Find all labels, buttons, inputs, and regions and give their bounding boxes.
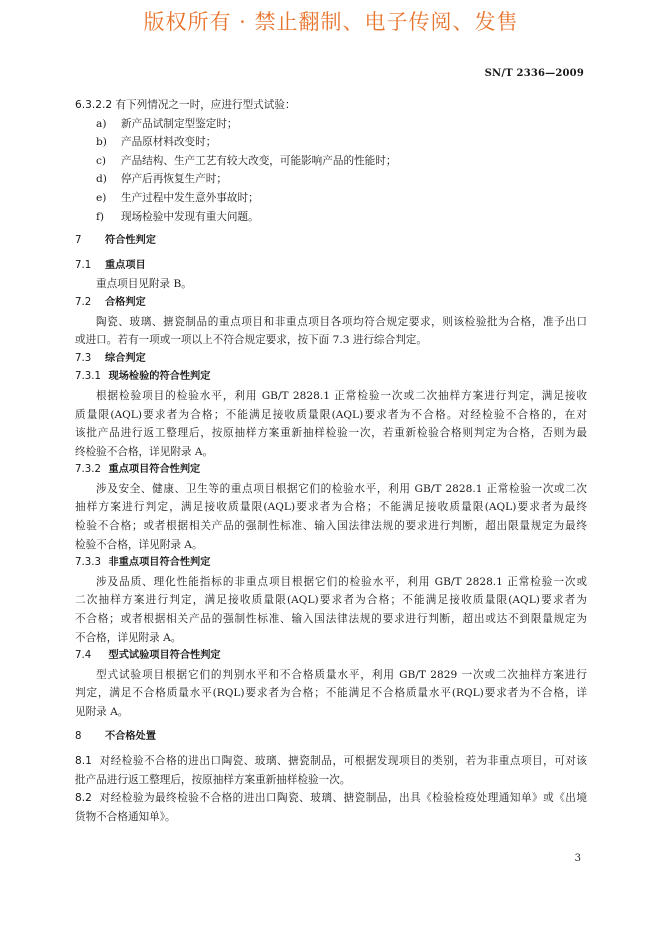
- list-item-text: 停产后再恢复生产时；: [121, 173, 227, 186]
- heading-title: 型式试验项目符合性判定: [108, 650, 221, 662]
- paragraph-line: 质量限(AQL)要求者为合格；不能满足接收质量限(AQL)要求者为不合格。对经检验不合格的，在对: [75, 408, 587, 421]
- heading-7-3-2: [75, 461, 587, 480]
- list-item: [75, 170, 587, 189]
- paragraph-line: 抽样方案进行判定，满足接收质量限(AQL)要求者为合格；不能满足接收质量限(AQL)要求者为最终: [75, 501, 587, 514]
- paragraph-line: 重点项目见附录 B。: [96, 278, 192, 291]
- paragraph-line: 检验不合格，详见附录 A。: [75, 538, 203, 551]
- heading-number: 7.2: [75, 296, 92, 308]
- paragraph-line: 批产品进行返工整理后，按原抽样方案重新抽样检验一次。: [75, 773, 351, 786]
- section-title: 符合性判定: [105, 235, 156, 247]
- heading-number: 7.3.3: [75, 557, 101, 569]
- standard-number: SN/T 2336—2009: [484, 68, 584, 79]
- list-item-label: e): [96, 191, 107, 204]
- list-item-text: 新产品试制定型鉴定时；: [121, 117, 238, 130]
- clause-text: 对经检验不合格的进出口陶瓷、玻璃、搪瓷制品，可根据发现项目的类别，若为非重点项目，可对该: [99, 755, 587, 768]
- paragraph-line: 货物不合格通知单》。: [75, 810, 176, 823]
- paragraph-line: 终检验不合格，详见附录 A。: [75, 445, 214, 458]
- list-item-text: 现场检验中发现有重大问题。: [121, 210, 259, 223]
- section-8-heading: [75, 728, 587, 747]
- clause-8-1-line: [75, 752, 587, 771]
- heading-7-4: [75, 647, 587, 666]
- clause-number: 8.1: [75, 755, 92, 768]
- list-item-label: f): [96, 210, 105, 223]
- paragraph-line: 型式试验项目根据它们的判别水平和不合格质量水平，利用 GB/T 2829 一次或二次抽样方案进行: [96, 668, 587, 681]
- paragraph-line: 涉及安全、健康、卫生等的重点项目根据它们的检验水平，利用 GB/T 2828.1 正常检验一次或二次: [96, 482, 587, 495]
- list-item-text: 产品结构、生产工艺有较大改变，可能影响产品的性能时；: [121, 154, 397, 167]
- list-item-label: d): [96, 173, 107, 186]
- clause-number: 6.3.2.2: [75, 99, 113, 111]
- heading-title: 重点项目: [105, 259, 146, 271]
- heading-number: 7.1: [75, 259, 92, 271]
- clause-text: 有下列情况之一时，应进行型式试验：: [115, 99, 296, 111]
- paragraph-line: 根据检验项目的检验水平，利用 GB/T 2828.1 正常检验一次或二次抽样方案进行判定，满足接收: [96, 389, 587, 402]
- heading-number: 7.3.2: [75, 464, 101, 476]
- document-body: [75, 96, 587, 827]
- heading-7-1: [75, 257, 587, 276]
- list-item-text: 生产过程中发生意外事故时；: [121, 191, 259, 204]
- section-number: 7: [75, 235, 82, 247]
- heading-7-2: [75, 294, 587, 313]
- list-item: [75, 152, 587, 171]
- paragraph-line: 检验不合格；或者根据相关产品的强制性标准、输入国法律法规的要求进行判断，超出限量规定为最终: [75, 520, 587, 533]
- clause-8-2-line: [75, 789, 587, 808]
- paragraph-line: 不合格；或者根据相关产品的强制性标准、输入国法律法规的要求进行判断，超出或达不到限量规定为: [75, 613, 587, 626]
- list-item: [75, 115, 587, 134]
- list-item: [75, 189, 587, 208]
- paragraph-line: 该批产品进行返工整理后，按原抽样方案重新抽样检验一次，若重新检验合格则判定为合格，否则为最: [75, 427, 587, 440]
- paragraph-line: 或进口。若有一项或一项以上不符合规定要求，按下面 7.3 进行综合判定。: [75, 334, 427, 347]
- paragraph-line: 见附录 A。: [75, 706, 129, 718]
- list-item: [75, 208, 587, 227]
- heading-number: 7.3.1: [75, 371, 101, 383]
- page-number: 3: [574, 853, 581, 864]
- heading-number: 7.3: [75, 352, 92, 364]
- paragraph-line: 不合格，详见附录 A。: [75, 631, 182, 644]
- clause-number: 8.2: [75, 792, 92, 805]
- heading-7-3: [75, 350, 587, 369]
- clause-text: 对经检验为最终检验不合格的进出口陶瓷、玻璃、搪瓷制品，出具《检验检疫处理通知单》或《出境: [99, 792, 587, 805]
- heading-number: 7.4: [75, 650, 92, 662]
- heading-title: 非重点项目符合性判定: [108, 557, 211, 569]
- heading-7-3-3: [75, 554, 587, 573]
- copyright-watermark: 版权所有 · 禁止翻制、电子传阅、发售: [143, 10, 519, 34]
- list-item: [75, 133, 587, 152]
- paragraph-line: 二次抽样方案进行判定，满足接收质量限(AQL)要求者为合格；不能满足接收质量限(AQL)要求者为: [75, 594, 587, 607]
- section-number: 8: [75, 730, 82, 742]
- list-item-label: c): [96, 154, 107, 167]
- heading-title: 现场检验的符合性判定: [108, 371, 211, 383]
- clause-6-3-2-2: [75, 96, 587, 115]
- heading-title: 合格判定: [105, 296, 146, 308]
- section-title: 不合格处置: [105, 730, 156, 742]
- paragraph-line: 涉及品质、理化性能指标的非重点项目根据它们的检验水平，利用 GB/T 2828.1 正常检验一次或: [96, 575, 587, 588]
- list-item-text: 产品原材料改变时；: [121, 136, 217, 149]
- heading-title: 综合判定: [105, 352, 146, 364]
- heading-7-3-1: [75, 368, 587, 387]
- list-item-label: b): [96, 136, 107, 149]
- paragraph-line: 判定，满足不合格质量水平(RQL)要求者为合格；不能满足不合格质量水平(RQL)要求者为不合格，详: [75, 687, 587, 700]
- paragraph-line: 陶瓷、玻璃、搪瓷制品的重点项目和非重点项目各项均符合规定要求，则该检验批为合格，准予出口: [96, 315, 587, 328]
- list-item-label: a): [96, 117, 107, 130]
- heading-title: 重点项目符合性判定: [108, 464, 201, 476]
- section-7-heading: [75, 232, 587, 251]
